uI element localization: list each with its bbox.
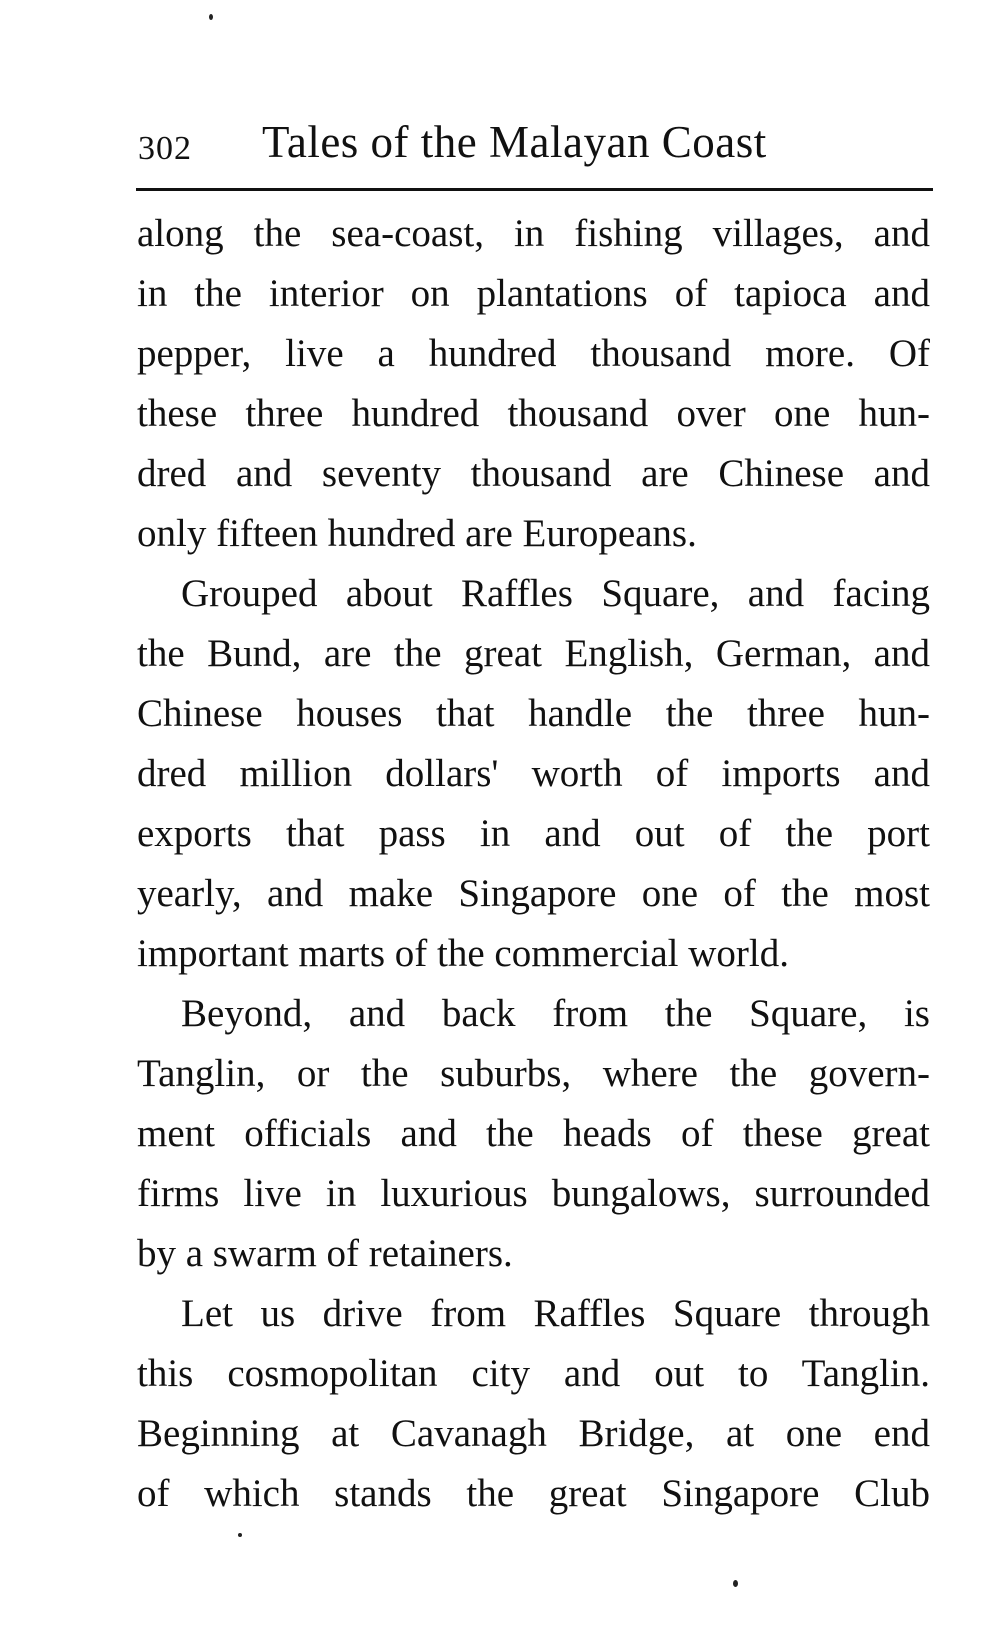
running-head (138, 110, 930, 170)
text-line: by a swarm of retainers. (137, 1232, 513, 1275)
text-line: dred and seventy thousand are Chinese and (137, 452, 930, 495)
scan-speck (238, 1533, 242, 1537)
text-line: Beyond, and back from the Square, is (181, 992, 930, 1035)
page-number: 302 (138, 130, 192, 167)
text-line: along the sea-coast, in fishing villages, and (137, 212, 930, 255)
text-line: these three hundred thousand over one hun- (137, 392, 930, 435)
text-line: this cosmopolitan city and out to Tanglin. (137, 1352, 930, 1395)
text-line: pepper, live a hundred thousand more. Of (137, 332, 930, 375)
running-title: Tales of the Malayan Coast (262, 117, 767, 167)
header-rule (136, 188, 933, 191)
text-line: yearly, and make Singapore one of the most (137, 872, 930, 915)
scan-speck (733, 1580, 738, 1587)
text-line: the Bund, are the great English, German, and (137, 632, 930, 675)
text-line: Tanglin, or the suburbs, where the govern- (137, 1052, 930, 1095)
text-line: in the interior on plantations of tapioca and (137, 272, 930, 315)
text-line: exports that pass in and out of the port (137, 812, 930, 855)
body-text (137, 204, 930, 1524)
text-line: firms live in luxurious bungalows, surrounded (137, 1172, 930, 1215)
text-line: ment officials and the heads of these great (137, 1112, 930, 1155)
text-line: Beginning at Cavanagh Bridge, at one end (137, 1412, 930, 1455)
text-line: dred million dollars' worth of imports and (137, 752, 930, 795)
text-line: Grouped about Raffles Square, and facing (181, 572, 930, 615)
text-line: Chinese houses that handle the three hun- (137, 692, 930, 735)
scan-speck (209, 14, 213, 20)
text-line: Let us drive from Raffles Square through (181, 1292, 930, 1335)
text-line: important marts of the commercial world. (137, 932, 789, 975)
text-line: only fifteen hundred are Europeans. (137, 512, 697, 555)
text-line: of which stands the great Singapore Club (137, 1472, 930, 1515)
